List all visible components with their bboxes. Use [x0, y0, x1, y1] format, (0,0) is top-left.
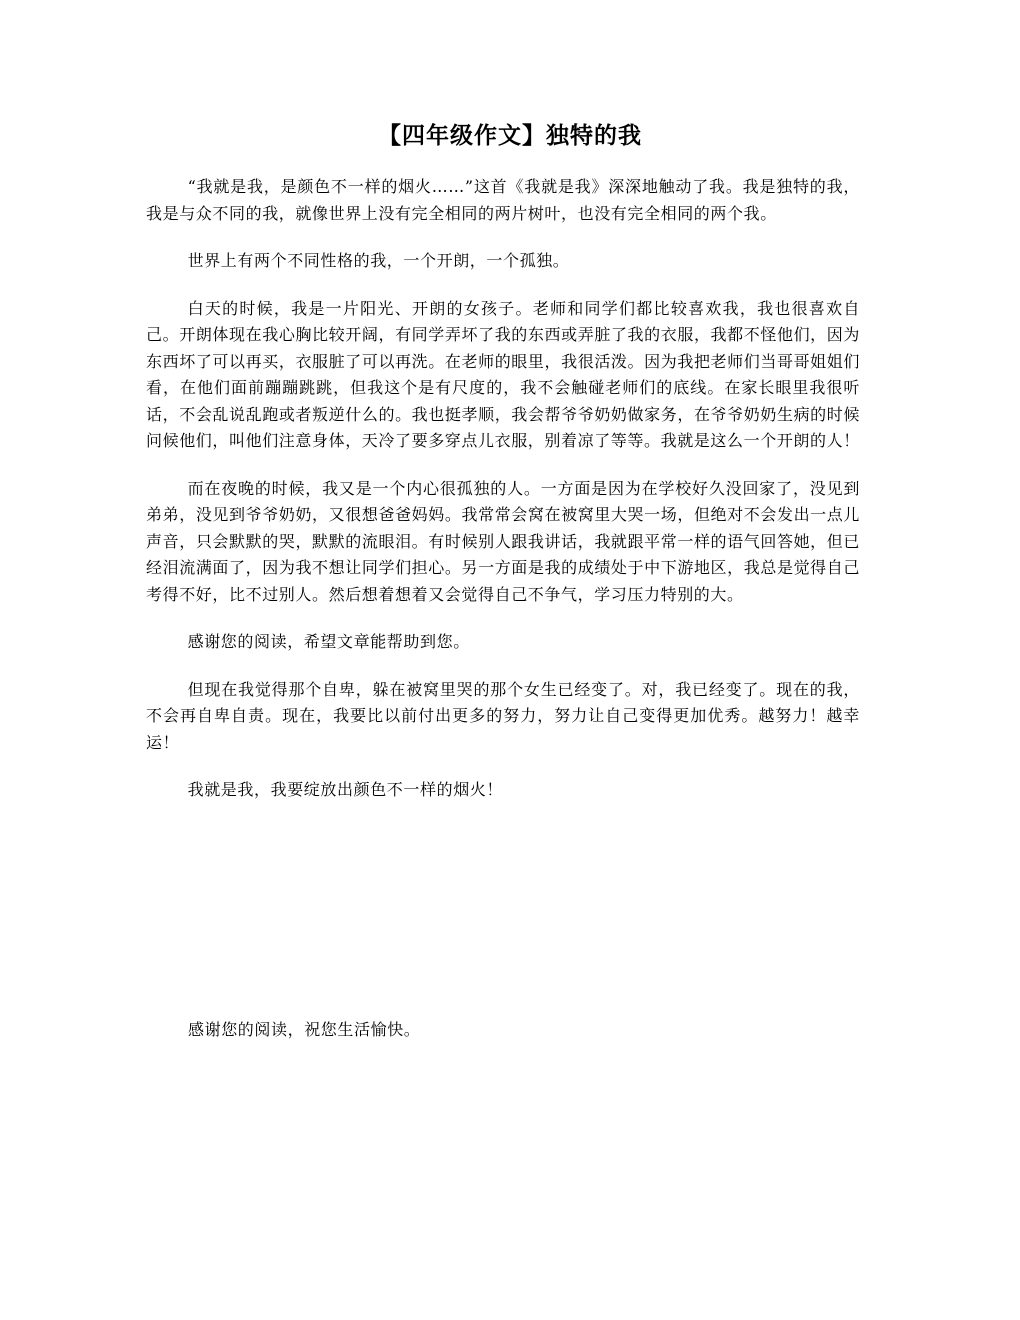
paragraph-night: 而在夜晚的时候，我又是一个内心很孤独的人。一方面是因为在学校好久没回家了，没见到弟弟，没见到爷爷奶奶，又很想爸爸妈妈。我常常会窝在被窝里大哭一场，但绝对不会发出一点儿声音，只会默默的哭，默默的流眼泪。有时候别人跟我讲话，我就跟平常一样的语气回答她，但已经泪流满面了，因为我不想让同学们担心。另一方面是我的成绩处于中下游地区，我总是觉得自己考得不好，比不过别人。然后想着想着又会觉得自己不争气，学习压力特别的大。: [146, 478, 860, 604]
paragraph-two-sides: 世界上有两个不同性格的我，一个开朗，一个孤独。: [187, 251, 570, 270]
paragraph-change: 但现在我觉得那个自卑，躲在被窝里哭的那个女生已经变了。对，我已经变了。现在的我，不会再自卑自责。现在，我要比以前付出更多的努力，努力让自己变得更加优秀。越努力！越幸运！: [146, 679, 860, 752]
document-title: 【四年级作文】独特的我: [378, 122, 642, 149]
closing-line: 感谢您的阅读，祝您生活愉快。: [188, 1020, 421, 1039]
paragraph-conclusion: 我就是我，我要绽放出颜色不一样的烟火！: [187, 780, 503, 799]
paragraph-thanks: 感谢您的阅读，希望文章能帮助到您。: [187, 632, 470, 651]
paragraph-intro: “我就是我，是颜色不一样的烟火……”这首《我就是我》深深地触动了我。我是独特的我，我是与众不同的我，就像世界上没有完全相同的两片树叶，也没有完全相同的两个我。: [146, 177, 860, 223]
document-body: [146, 174, 860, 825]
paragraph-daytime: 白天的时候，我是一片阳光、开朗的女孩子。老师和同学们都比较喜欢我，我也很喜欢自己。开朗体现在我心胸比较开阔，有同学弄坏了我的东西或弄脏了我的衣服，我都不怪他们，因为东西坏了可以再买，衣服脏了可以再洗。在老师的眼里，我很活泼。因为我把老师们当哥哥姐姐们看，在他们面前蹦蹦跳跳，但我这个是有尺度的，我不会触碰老师们的底线。在家长眼里我很听话，不会乱说乱跑或者叛逆什么的。我也挺孝顺，我会帮爷爷奶奶做家务，在爷爷奶奶生病的时候问候他们，叫他们注意身体，天冷了要多穿点儿衣服，别着凉了等等。我就是这么一个开朗的人！: [146, 298, 860, 450]
